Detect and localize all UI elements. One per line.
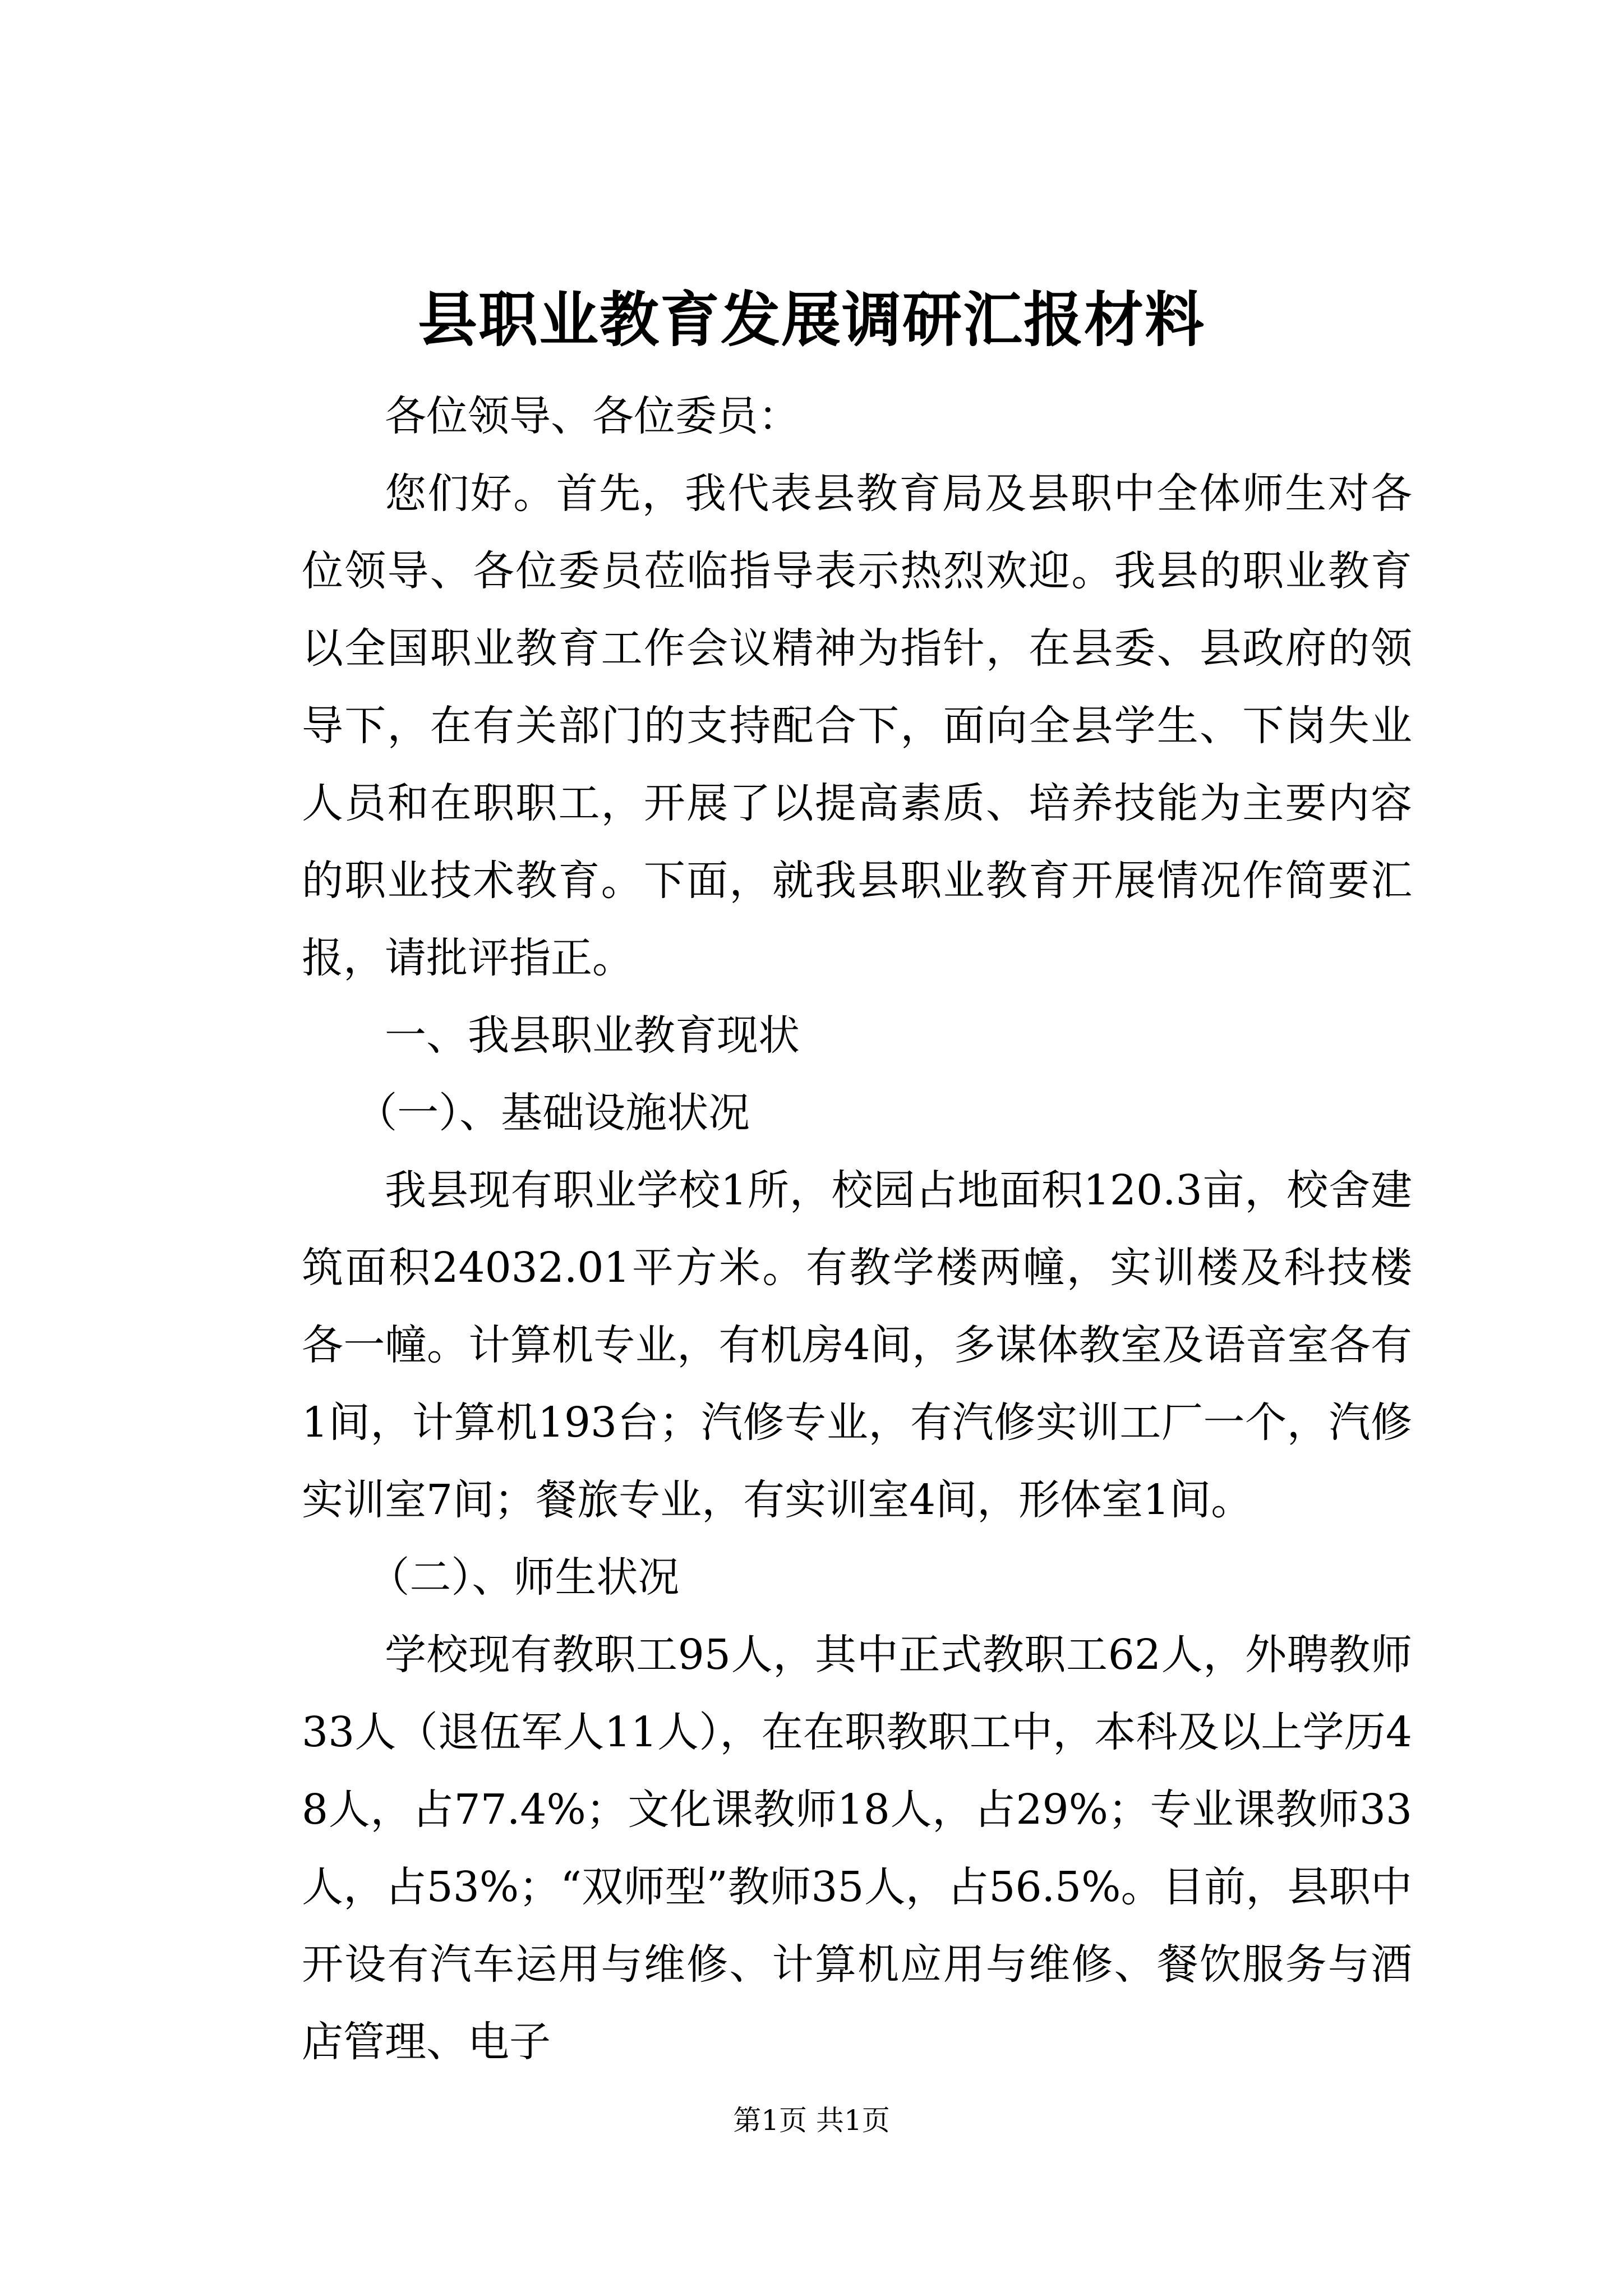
subsection-heading-1: （一）、基础设施状况	[356, 1089, 750, 1137]
subsection-heading-2: （二）、师生状况	[368, 1553, 680, 1602]
page-footer: 第1页 共1页	[733, 2104, 890, 2137]
document-body	[302, 378, 1412, 2081]
intro-paragraph: 您们好。首先，我代表县教育局及县职中全体师生对各位领导、各位委员莅临指导表示热烈欢迎。我县的职业教育以全国职业教育工作会议精神为指针，在县委、县政府的领导下，在有关部门的支持配合下，面向全县学生、下岗失业人员和在职职工，开展了以提高素质、培养技能为主要内容的职业技术教育。下面，就我县职业教育开展情况作简要汇报，请批评指正。	[302, 470, 1412, 982]
salutation: 各位领导、各位委员：	[385, 392, 800, 440]
staff-paragraph: 学校现有教职工95人，其中正式教职工62人，外聘教师33人（退伍军人11人），在在职教职工中，本科及以上学历48人，占77.4%；文化课教师18人，占29%；专业课教师33人，占53%；“双师型”教师35人，占56.5%。目前，县职中开设有汽车运用与维修、计算机应用与维修、餐饮服务与酒店管理、电子	[302, 1631, 1412, 2066]
infrastructure-paragraph: 我县现有职业学校1所，校园占地面积120.3亩，校舍建筑面积24032.01平方米。有教学楼两幢，实训楼及科技楼各一幢。计算机专业，有机房4间，多谋体教室及语音室各有1间，计算机193台；汽修专业，有汽修实训工厂一个，汽修实训室7间；餐旅专业，有实训室4间，形体室1间。	[302, 1166, 1412, 1524]
section-heading-1: 一、我县职业教育现状	[385, 1011, 800, 1060]
document-title: 县职业教育发展调研汇报材料	[418, 284, 1205, 355]
